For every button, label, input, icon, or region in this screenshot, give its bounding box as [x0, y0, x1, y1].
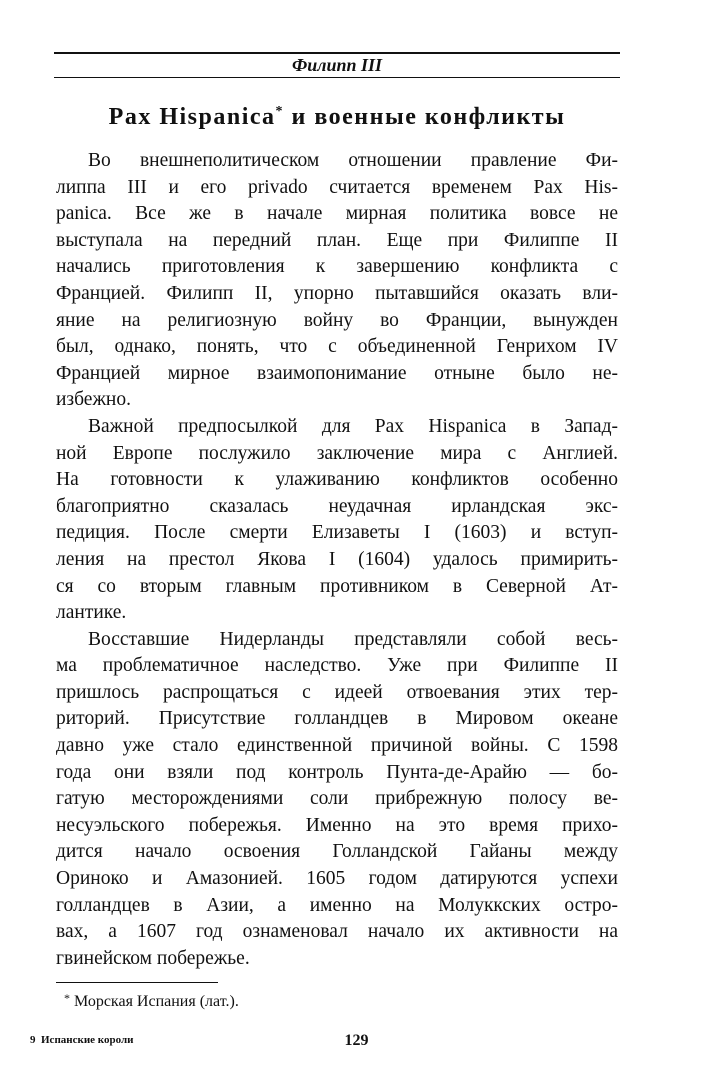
text-line: выступала на передний план. Еще при Филиппе II — [56, 229, 618, 251]
text-line: педиция. После смерти Елизаветы I (1603) и вступ- — [56, 522, 618, 544]
header-rule-bottom — [54, 77, 620, 78]
text-line: гвинейском побережье. — [56, 947, 250, 969]
chapter-title-main: Pax Hispanica — [108, 104, 276, 130]
signature-text: Испанские короли — [41, 1034, 134, 1046]
text-line: Во внешнеполитическом отношении правление Фи- — [88, 150, 618, 171]
text-line: Восставшие Нидерланды представляли собой весь- — [88, 628, 618, 650]
footnote-rule — [56, 982, 218, 983]
text-line: года они взяли под контроль Пунта-де-Арайю — бо- — [56, 761, 618, 783]
text-line: яние на религиозную войну во Франции, вынужден — [56, 309, 618, 331]
text-line: липпа III и его privado считается временем Pax His- — [56, 176, 618, 198]
text-line: Францией мирное взаимопонимание отныне было не- — [56, 362, 618, 384]
text-line: голландцев в Азии, а именно на Молуккских остро- — [56, 894, 618, 916]
text-line: ся со вторым главным противником в Северной Ат- — [56, 575, 618, 597]
text-line: дится начало освоения Голландской Гайаны между — [56, 841, 618, 863]
text-line: panica. Все же в начале мирная политика вовсе не — [56, 203, 618, 225]
text-line: избежно. — [56, 389, 131, 411]
text-line: несуэльского побережья. Именно на это время прихо- — [56, 814, 618, 836]
text-line: Важной предпосылкой для Pax Hispanica в Запад- — [88, 415, 618, 437]
running-head: Филипп III — [291, 55, 383, 75]
text-line: Францией. Филипп II, упорно пытавшийся оказать вли- — [56, 282, 618, 304]
footnote — [64, 992, 239, 1012]
text-line: лантике. — [56, 602, 127, 624]
text-line: ной Европе послужило заключение мира с Англией. — [56, 442, 618, 464]
text-line: ления на престол Якова I (1604) удалось примирить- — [56, 548, 618, 570]
text-line: риторий. Присутствие голландцев в Мировом океане — [56, 708, 618, 730]
signature-number: 9 — [30, 1034, 36, 1046]
page-number: 129 — [344, 1032, 369, 1049]
text-line: благоприятно сказалась неудачная ирландская экс- — [56, 495, 618, 517]
chapter-title-rest: и военные конфликты — [284, 104, 566, 130]
text-line: ма проблематичное наследство. Уже при Филиппе II — [56, 655, 618, 677]
chapter-title — [54, 101, 620, 133]
text-line: вах, а 1607 год ознаменовал начало их активности на — [56, 921, 618, 943]
footnote-marker: * — [275, 104, 285, 119]
text-line: давно уже стало единственной причиной войны. С 1598 — [56, 735, 618, 757]
text-line: был, однако, понять, что с объединенной Генрихом IV — [56, 336, 618, 358]
footnote-mark: * — [64, 991, 70, 1005]
text-line: гатую месторождениями соли прибрежную полосу ве- — [56, 788, 618, 810]
body-text — [56, 148, 618, 972]
footnote-text: Морская Испания (лат.). — [70, 993, 239, 1010]
text-line: Ориноко и Амазонией. 1605 годом датируются успехи — [56, 868, 618, 890]
text-line: пришлось распрощаться с идеей отвоевания этих тер- — [56, 681, 618, 703]
text-line: начались приготовления к завершению конфликта с — [56, 256, 618, 278]
text-line: На готовности к улаживанию конфликтов особенно — [56, 469, 618, 491]
